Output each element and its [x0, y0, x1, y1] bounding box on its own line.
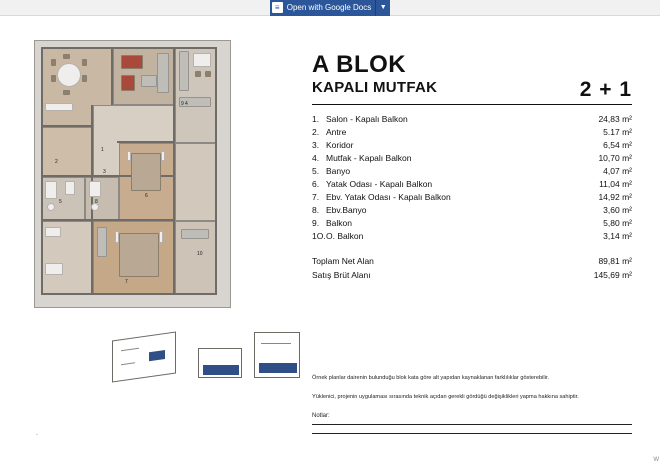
floorplan-room-number: 3 [103, 169, 106, 175]
notes-write-line [312, 433, 632, 434]
room-index: 2. [312, 127, 320, 138]
room-name: Antre [326, 127, 347, 138]
wall-top [41, 47, 217, 49]
furniture-kitchen-table [193, 53, 211, 67]
furniture-sink [47, 203, 55, 211]
room-index: 8. [312, 205, 320, 216]
furniture-nightstand [115, 231, 119, 243]
total-value: 145,69 m² [593, 270, 632, 281]
isometric-thumbnails [104, 328, 304, 388]
furniture-nightstand [161, 151, 165, 161]
disclaimer-1: Örnek planlar dairenin bulunduğu blok kata göre alt yapıdan kaynaklanan farklılıklar gösterebilir. [312, 375, 549, 381]
room-area: 5,80 m² [603, 218, 632, 229]
wall-interior-horizontal-3 [41, 125, 93, 127]
wall-left [41, 47, 43, 295]
room-name: Koridor [326, 140, 354, 151]
furniture-chair [205, 71, 211, 77]
room-area: 6,54 m² [603, 140, 632, 151]
furniture-balcony-table [45, 227, 61, 237]
floorplan-room-number: 4 [185, 101, 188, 107]
room-index: 4. [312, 153, 320, 164]
room-name: Yatak Odası - Kapalı Balkon [326, 179, 433, 190]
furniture-shower [89, 181, 101, 197]
room-index: 1. [312, 114, 320, 125]
totals-table [312, 254, 632, 282]
floorplan-room-number: 5 [59, 199, 62, 205]
room-count-badge: 2 + 1 [579, 78, 632, 101]
furniture-chair [82, 59, 87, 66]
isometric-highlight [203, 365, 239, 375]
room-area: 24,83 m² [598, 114, 632, 125]
room-index: 6. [312, 179, 320, 190]
info-panel [312, 52, 632, 282]
table-row [312, 139, 632, 152]
isometric-view-3 [254, 332, 300, 378]
table-row [312, 113, 632, 126]
isometric-highlight [149, 350, 165, 361]
isometric-view-2 [198, 348, 242, 378]
table-row [312, 204, 632, 217]
floorplan-room-number: 1 [101, 147, 104, 153]
room-name: Salon - Kapalı Balkon [326, 114, 408, 125]
disclaimer-2: Yüklenici, projenin uygulaması sırasında teknik açıdan gerekli gördüğü değişiklikleri yapma hakkına sahiptir. [312, 394, 579, 400]
total-row [312, 268, 632, 282]
total-label: Satış Brüt Alanı [312, 270, 371, 281]
wall-bottom [41, 293, 217, 295]
furniture-armchair [121, 75, 135, 91]
furniture-chair [195, 71, 201, 77]
isometric-line [261, 343, 291, 344]
furniture-wardrobe [97, 227, 107, 257]
table-row [312, 191, 632, 204]
open-with-google-docs-label: Open with Google Docs [286, 3, 372, 12]
room-index: 1O. [312, 231, 326, 242]
page-title: A BLOK [312, 51, 407, 78]
furniture-nightstand [159, 231, 163, 243]
room-name: Mutfak - Kapalı Balkon [326, 153, 412, 164]
room-index: 3. [312, 140, 320, 151]
notes-section [312, 372, 632, 442]
floorplan-room-antre [41, 127, 93, 177]
title-divider [312, 104, 632, 105]
furniture-nightstand [127, 151, 131, 161]
floorplan-room-balcony-east [175, 143, 217, 221]
room-area: 3,14 m² [603, 231, 632, 242]
wall-interior-vertical-3 [111, 47, 113, 105]
wall-interior-vertical-1 [173, 47, 175, 295]
notes-label: Notlar: [312, 413, 330, 419]
wall-right [215, 47, 217, 295]
table-row [312, 152, 632, 165]
room-name: Balkon [326, 218, 352, 229]
room-name: Ebv.Banyo [326, 205, 367, 216]
table-row [312, 230, 632, 243]
isometric-line [121, 362, 135, 365]
furniture-bathtub [45, 181, 57, 199]
room-area: 10,70 m² [598, 153, 632, 164]
document-body [0, 16, 660, 466]
furniture-tv-unit [157, 53, 169, 93]
furniture-chair [51, 75, 56, 82]
room-area: 4,07 m² [603, 166, 632, 177]
floorplan-room-number: 10 [197, 251, 203, 257]
open-with-google-docs-bar [0, 0, 660, 16]
table-row [312, 165, 632, 178]
room-area: 3,60 m² [603, 205, 632, 216]
room-index: 7. [312, 192, 320, 203]
table-row [312, 217, 632, 230]
table-row [312, 126, 632, 139]
room-index: 5. [312, 166, 320, 177]
furniture-chair [82, 75, 87, 82]
wall-interior-horizontal-2 [41, 219, 175, 221]
floorplan-drawing [34, 40, 231, 308]
furniture-chair [63, 54, 70, 59]
furniture-kitchen-counter [179, 51, 189, 91]
furniture-bed [131, 153, 161, 191]
total-label: Toplam Net Alan [312, 256, 374, 267]
furniture-coffee-table [141, 75, 157, 87]
furniture-dining-table [57, 63, 81, 87]
furniture-master-bed [119, 233, 159, 277]
chevron-down-icon[interactable]: ▼ [376, 0, 390, 16]
floorplan-room-number: 8 [95, 199, 98, 205]
furniture-toilet [65, 181, 75, 195]
furniture-sofa [121, 55, 143, 69]
corner-watermark: W [653, 457, 659, 463]
table-row [312, 178, 632, 191]
isometric-highlight [259, 363, 297, 373]
room-area: 5.17 m² [603, 127, 632, 138]
total-value: 89,81 m² [598, 256, 632, 267]
room-name: O. Balkon [326, 231, 364, 242]
room-area: 11,04 m² [599, 179, 632, 190]
furniture-cabinet [45, 103, 73, 111]
room-name: Banyo [326, 166, 351, 177]
page-edge-mark: . [36, 430, 38, 437]
open-with-google-docs-group[interactable] [270, 0, 391, 16]
furniture-chair [51, 59, 56, 66]
floorplan-room-number: 6 [145, 193, 148, 199]
floorplan-room-number: 9 [181, 101, 184, 107]
room-area: 14,92 m² [598, 192, 632, 203]
isometric-view-1 [112, 332, 176, 383]
furniture-balcony-rail [181, 229, 209, 239]
page-subtitle: KAPALI MUTFAK [312, 79, 438, 97]
wall-interior-horizontal-4 [117, 141, 175, 143]
furniture-chair [63, 90, 70, 95]
open-with-google-docs-button[interactable] [270, 0, 377, 16]
room-area-table [312, 113, 632, 243]
furniture-balcony-seat [45, 263, 63, 275]
isometric-line [121, 348, 139, 352]
room-index: 9. [312, 218, 320, 229]
floorplan-room-number: 2 [55, 159, 58, 165]
google-docs-icon: ≡ [272, 2, 283, 13]
total-row [312, 254, 632, 268]
wall-interior-vertical-2 [91, 105, 93, 295]
notes-write-line [312, 424, 632, 425]
floorplan-room-number: 7 [125, 279, 128, 285]
room-name: Ebv. Yatak Odası - Kapalı Balkon [326, 192, 451, 203]
